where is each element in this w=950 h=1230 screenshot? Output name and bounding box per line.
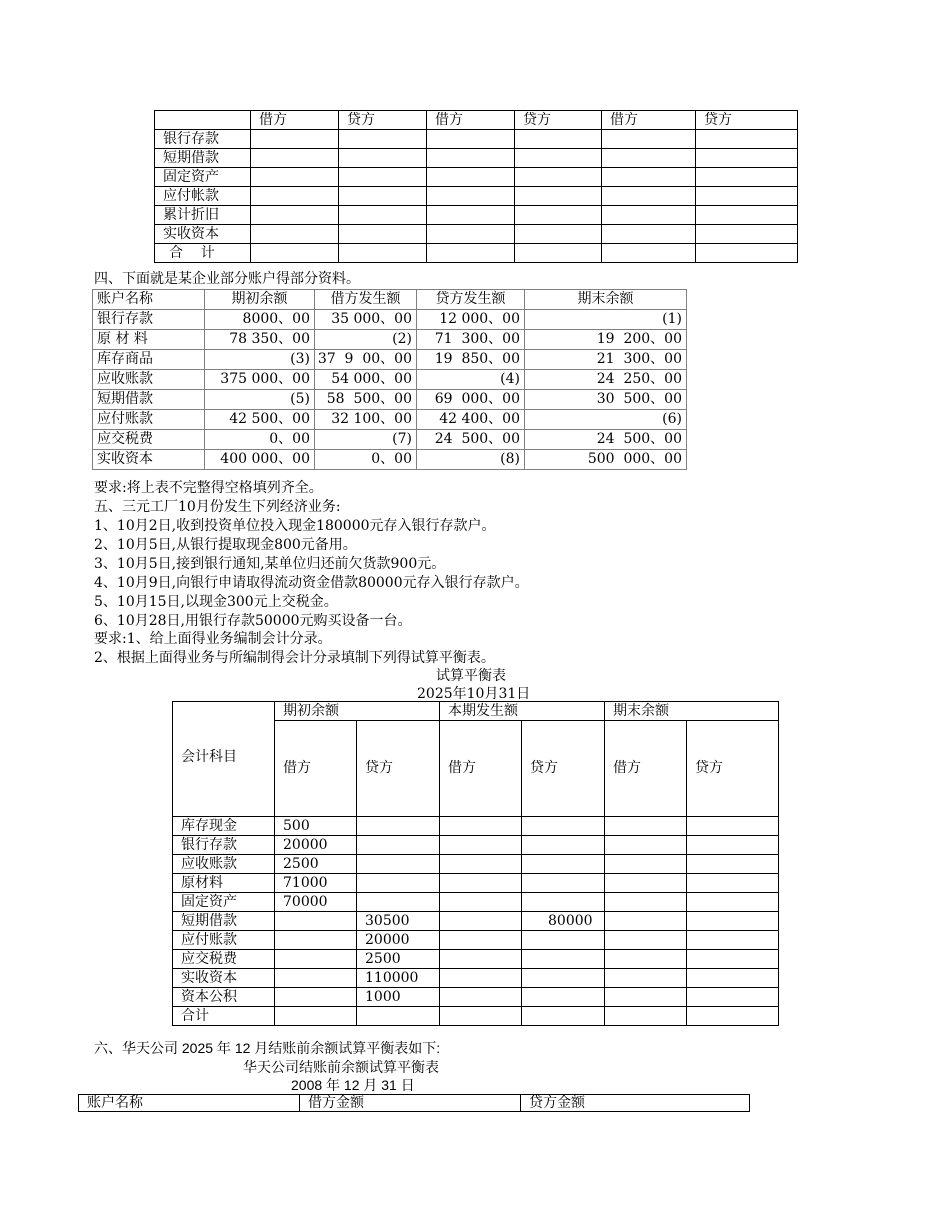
- table-total-row: [155, 244, 798, 263]
- header-cell: [155, 111, 251, 130]
- header-cell: 账户名称: [93, 290, 205, 310]
- header-cell: 借方发生额: [315, 290, 417, 310]
- header-cell: 期末余额: [525, 290, 687, 310]
- table-row: [155, 168, 798, 187]
- account-name: 实收资本: [155, 225, 251, 244]
- table-row: 库存商品 (3) 37 9 00、00 19 850、00 21 300、00: [93, 350, 687, 370]
- table-row: 应交税费 0、00 (7) 24 500、00 24 500、00: [93, 430, 687, 450]
- sub-header: 贷方: [357, 721, 440, 817]
- table-row: 应收账款 375 000、00 54 000、00 (4) 24 250、00: [93, 370, 687, 390]
- section-6-title: 六、华天公司 2025 年 12 月结账前余额试算平衡表如下:: [94, 1040, 441, 1056]
- table-row: 实收资本 110000: [173, 969, 779, 988]
- account-name: 合 计: [155, 244, 251, 263]
- table-header-row: [79, 1095, 750, 1112]
- sub-header: 贷方: [522, 721, 605, 817]
- table-row: 银行存款 8000、00 35 000、00 12 000、00 (1): [93, 310, 687, 330]
- group-header: 期初余额: [275, 702, 440, 721]
- account-balance-table: [154, 110, 798, 263]
- transaction-item: 6、10月28日,用银行存款50000元购买设备一台。: [94, 613, 412, 629]
- partial-account-table: [92, 289, 687, 470]
- table-row: [155, 225, 798, 244]
- group-header: 期末余额: [605, 702, 779, 721]
- section-5-title: 五、三元工厂10月份发生下列经济业务:: [94, 499, 341, 515]
- sub-header: 借方: [605, 721, 687, 817]
- table-row: 短期借款 (5) 58 500、00 69 000、00 30 500、00: [93, 390, 687, 410]
- transaction-item: 1、10月2日,收到投资单位投入现金180000元存入银行存款户。: [94, 518, 496, 534]
- group-header: 本期发生额: [440, 702, 605, 721]
- table-row: 原材料 71000: [173, 874, 779, 893]
- table-row: 资本公积 1000: [173, 988, 779, 1007]
- header-cell: 借方: [602, 111, 696, 130]
- pre-closing-trial-balance-table: [78, 1094, 750, 1112]
- header-cell: 贷方: [696, 111, 798, 130]
- account-name: 应付帐款: [155, 187, 251, 206]
- table-row: 原 材 料 78 350、00 (2) 71 300、00 19 200、00: [93, 330, 687, 350]
- table-row: [155, 130, 798, 149]
- trial-balance-title: 试算平衡表: [436, 668, 506, 684]
- table-header-row: [155, 111, 798, 130]
- table-row: 应交税费 2500: [173, 950, 779, 969]
- sub-header: 贷方: [687, 721, 779, 817]
- table-row: [155, 149, 798, 168]
- table-header-row: [173, 702, 779, 721]
- table-row: 实收资本 400 000、00 0、00 (8) 500 000、00: [93, 450, 687, 470]
- header-cell: 借方金额: [300, 1095, 521, 1112]
- header-cell: 期初余额: [205, 290, 315, 310]
- table-row: [155, 206, 798, 225]
- account-name: 银行存款: [155, 130, 251, 149]
- account-name: 累计折旧: [155, 206, 251, 225]
- table-row: [155, 187, 798, 206]
- table-row: 库存现金 500: [173, 817, 779, 836]
- table-row: 应收账款 2500: [173, 855, 779, 874]
- table-header-row: [93, 290, 687, 310]
- header-cell: 借方: [251, 111, 339, 130]
- account-name: 固定资产: [155, 168, 251, 187]
- header-cell: 账户名称: [79, 1095, 300, 1112]
- section-4-title: 四、下面就是某企业部分账户得部分资料。: [94, 271, 360, 287]
- requirement-1: 要求:1、给上面得业务编制会计分录。: [94, 631, 332, 647]
- section-4-requirement: 要求:将上表不完整得空格填列齐全。: [94, 480, 323, 496]
- sub-header: 借方: [440, 721, 522, 817]
- table-total-row: 合计: [173, 1007, 779, 1026]
- table-row: 短期借款 30500 80000: [173, 912, 779, 931]
- header-cell: 贷方发生额: [417, 290, 525, 310]
- table-row: 应付账款 42 500、00 32 100、00 42 400、00 (6): [93, 410, 687, 430]
- header-cell: 借方: [427, 111, 515, 130]
- pre-closing-table-date: 2008 年 12 月 31 日: [291, 1077, 415, 1093]
- requirement-2: 2、根据上面得业务与所编制得会计分录填制下列得试算平衡表。: [94, 650, 495, 666]
- trial-balance-date: 2025年10月31日: [417, 686, 531, 702]
- header-cell: 贷方: [339, 111, 427, 130]
- transaction-item: 5、10月15日,以现金300元上交税金。: [94, 594, 338, 610]
- table-row: 应付账款 20000: [173, 931, 779, 950]
- transaction-item: 2、10月5日,从银行提取现金800元备用。: [94, 537, 357, 553]
- account-name: 短期借款: [155, 149, 251, 168]
- table-row: 固定资产 70000: [173, 893, 779, 912]
- sub-header: 借方: [275, 721, 357, 817]
- subject-header: 会计科目: [173, 702, 275, 817]
- transaction-item: 4、10月9日,向银行申请取得流动资金借款80000元存入银行存款户。: [94, 575, 529, 591]
- trial-balance-table: [172, 701, 779, 1026]
- header-cell: 贷方金额: [521, 1095, 750, 1112]
- table-row: 银行存款 20000: [173, 836, 779, 855]
- pre-closing-table-title: 华天公司结账前余额试算平衡表: [243, 1059, 439, 1075]
- header-cell: 贷方: [515, 111, 602, 130]
- transaction-item: 3、10月5日,接到银行通知,某单位归还前欠货款900元。: [94, 556, 446, 572]
